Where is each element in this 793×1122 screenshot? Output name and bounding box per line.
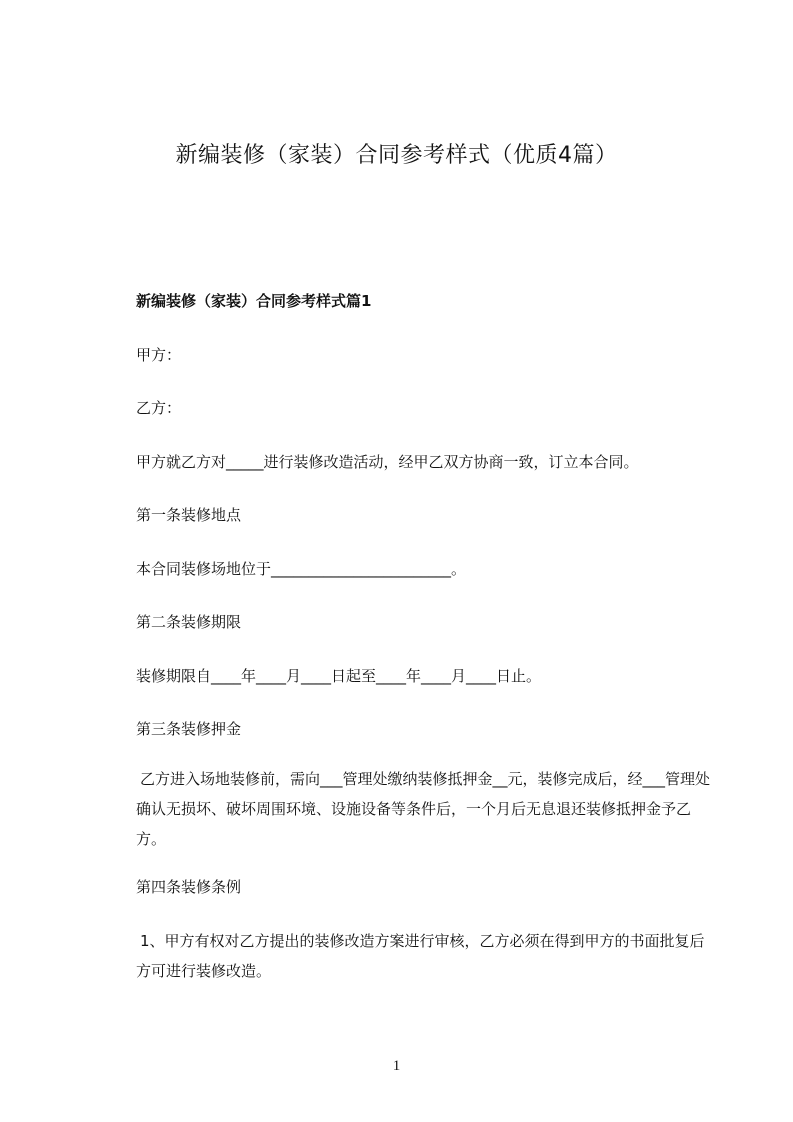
party-a-label: 甲方： xyxy=(136,346,182,364)
document-title: 新编装修（家装）合同参考样式（优质4篇） xyxy=(175,143,618,168)
article-1-body: 本合同装修场地位于________________________。 xyxy=(136,560,467,578)
article-2-body: 装修期限自____年____月____日起至____年____月____日止。 xyxy=(136,667,542,685)
section-heading: 新编装修（家装）合同参考样式篇1 xyxy=(136,292,372,310)
party-b-label: 乙方： xyxy=(136,399,182,417)
article-3-body: 乙方进入场地装修前，需向___管理处缴纳装修抵押金__元，装修完成后，经___管理处确认无损坏、破坏周围环境、设施设备等条件后，一个月后无息退还装修抵押金予乙方。 xyxy=(136,770,711,848)
article-4-title: 第四条装修条例 xyxy=(136,878,242,896)
preamble-paragraph: 甲方就乙方对_____进行装修改造活动，经甲乙双方协商一致，订立本合同。 xyxy=(136,453,639,471)
article-4-item-1: 1、甲方有权对乙方提出的装修改造方案进行审核，乙方必须在得到甲方的书面批复后方可进行装修改造。 xyxy=(136,932,705,980)
article-2-title: 第二条装修期限 xyxy=(136,613,242,631)
page-number: 1 xyxy=(392,1058,401,1074)
article-3-title: 第三条装修押金 xyxy=(136,720,242,738)
article-1-title: 第一条装修地点 xyxy=(136,506,242,524)
